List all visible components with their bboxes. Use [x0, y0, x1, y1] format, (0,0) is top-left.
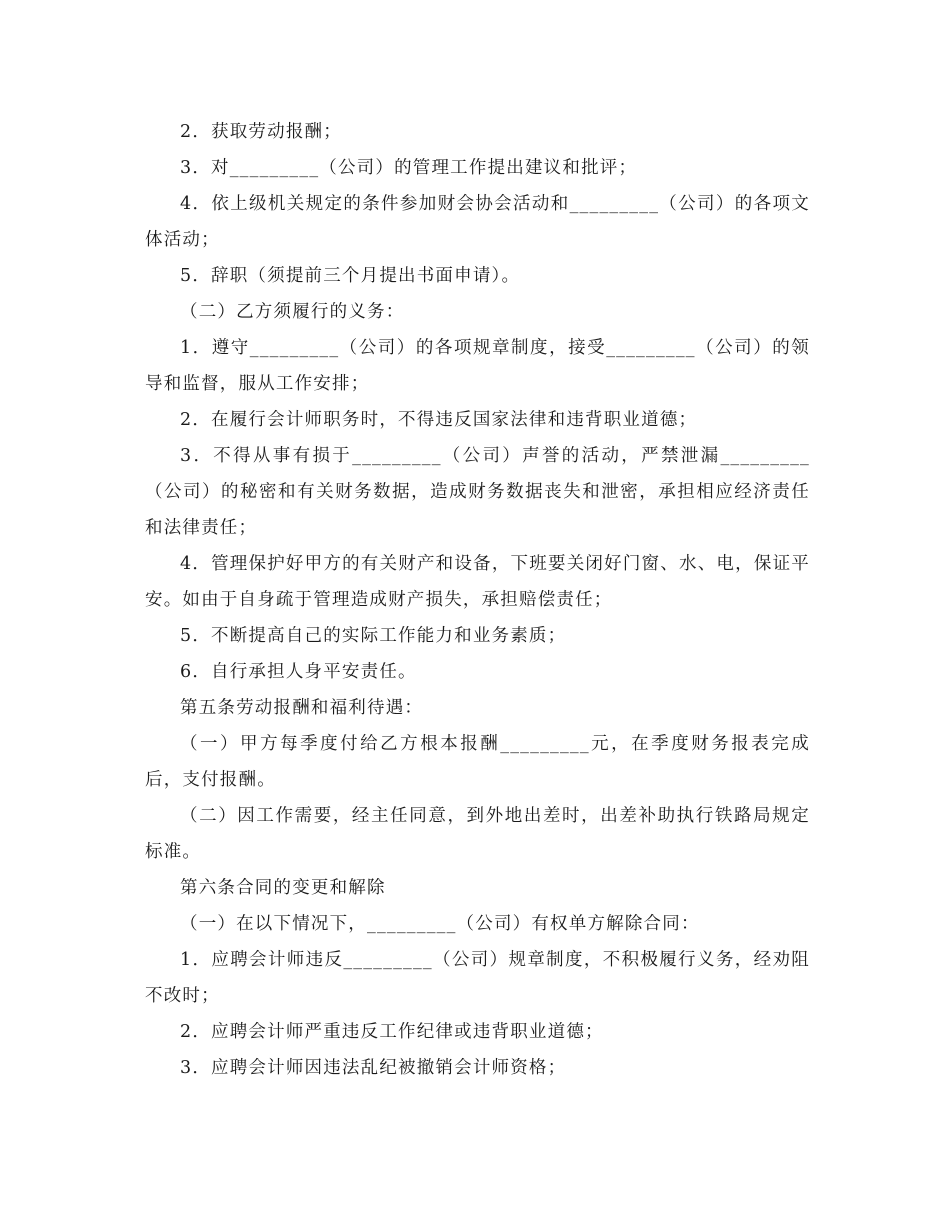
paragraph-item-2-labor-pay: 2．获取劳动报酬；	[180, 122, 342, 142]
paragraph-obligation-2: 2．在履行会计师职务时，不得违反国家法律和违背职业道德；	[180, 410, 698, 430]
paragraph-obligation-5: 5．不断提高自己的实际工作能力和业务素质；	[180, 626, 567, 646]
paragraph-termination-2: 2．应聘会计师严重违反工作纪律或违背职业道德；	[180, 1022, 604, 1042]
article-five-heading: 第五条劳动报酬和福利待遇：	[180, 698, 424, 718]
paragraph-item-5-resignation: 5．辞职（须提前三个月提出书面申请）。	[180, 266, 521, 286]
paragraph-termination-3: 3．应聘会计师因违法乱纪被撤销会计师资格；	[180, 1058, 567, 1078]
paragraph-item-4-activities: 4．依上级机关规定的条件参加财会协会活动和_________（公司）的各项文体活动；	[145, 194, 810, 250]
article-six-heading: 第六条合同的变更和解除	[180, 878, 386, 898]
paragraph-termination-1: 1．应聘会计师违反_________（公司）规章制度，不积极履行义务，经劝阻不改时；	[145, 950, 810, 1006]
paragraph-termination-intro: （一）在以下情况下，_________（公司）有权单方解除合同：	[180, 914, 700, 934]
paragraph-obligation-4: 4．管理保护好甲方的有关财产和设备，下班要关闭好门窗、水、电，保证平安。如由于自身疏于管理造成财产损失，承担赔偿责任；	[145, 554, 810, 610]
paragraph-item-3-suggestions: 3．对_________（公司）的管理工作提出建议和批评；	[180, 158, 638, 178]
paragraph-obligation-6: 6．自行承担人身平安责任。	[180, 662, 417, 682]
paragraph-pay-1: （一）甲方每季度付给乙方根本报酬_________元，在季度财务报表完成后，支付报酬。	[145, 734, 810, 790]
section-heading-obligations: （二）乙方须履行的义务：	[180, 302, 405, 322]
document-page	[145, 114, 810, 1086]
paragraph-pay-2: （二）因工作需要，经主任同意，到外地出差时，出差补助执行铁路局规定标准。	[145, 806, 810, 862]
paragraph-obligation-1: 1．遵守_________（公司）的各项规章制度，接受_________（公司）的领导和监督，服从工作安排；	[145, 338, 810, 394]
paragraph-obligation-3: 3．不得从事有损于_________（公司）声誉的活动，严禁泄漏_________（公司）的秘密和有关财务数据，造成财务数据丧失和泄密，承担相应经济责任和法律责任；	[145, 446, 810, 538]
